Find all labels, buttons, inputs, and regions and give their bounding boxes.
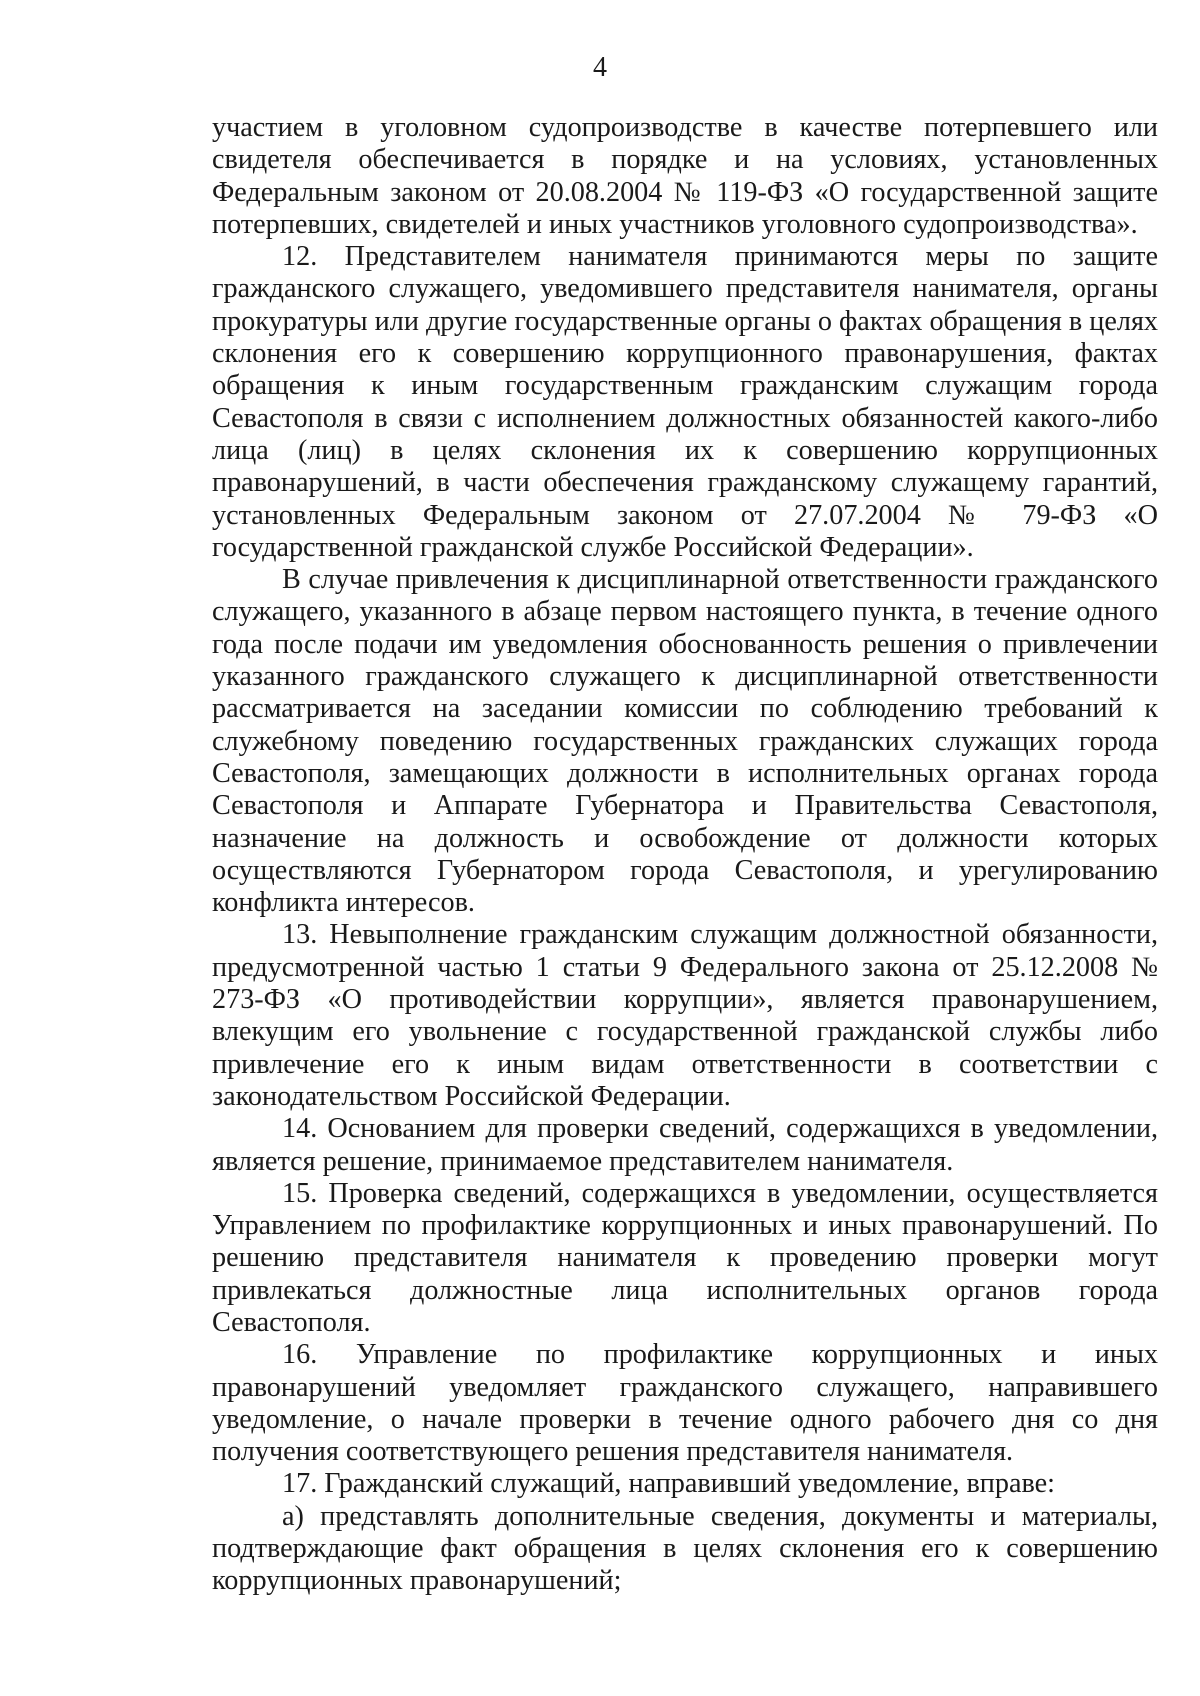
paragraph-12: 12. Представителем нанимателя принимаются меры по защите гражданского служащего, уведомившего представителя нанимателя, органы прокуратуры или другие государственные органы о фактах обращения в целях склонения его к совершению коррупционного правонарушения, фактах обращения к иным государственным гражданским служащим города Севастополя в связи с исполнением должностных обязанностей какого-либо лица (лиц) в целях склонения их к совершению коррупционных правонарушений, в части обеспечения гражданскому служащему гарантий, установленных Федеральным законом от 27.07.2004 № 79-ФЗ «О государственной гражданской службе Российской Федерации». [212,241,1158,563]
paragraph-protection-continued: участием в уголовном судопроизводстве в качестве потерпевшего или свидетеля обеспечивается в порядке и на условиях, установленных Федеральным законом от 20.08.2004 № 119-ФЗ «О государственной защите потерпевших, свидетелей и иных участников уголовного судопроизводства». [212,112,1158,240]
paragraph-17: 17. Гражданский служащий, направивший уведомление, вправе: [282,1468,1055,1500]
document-body [212,112,1158,1598]
paragraph-14: 14. Основанием для проверки сведений, содержащихся в уведомлении, является решение, принимаемое представителем нанимателя. [212,1113,1158,1177]
paragraph-13: 13. Невыполнение гражданским служащим должностной обязанности, предусмотренной частью 1 статьи 9 Федерального закона от 25.12.2008 № 273-ФЗ «О противодействии коррупции», является правонарушением, влекущим его увольнение с государственной гражданской службы либо привлечение его к иным видам ответственности в соответствии с законодательством Российской Федерации. [212,919,1158,1112]
paragraph-17a: а) представлять дополнительные сведения, документы и материалы, подтверждающие факт обращения в целях склонения его к совершению коррупционных правонарушений; [212,1500,1158,1597]
paragraph-12-discipline: В случае привлечения к дисциплинарной ответственности гражданского служащего, указанного в абзаце первом настоящего пункта, в течение одного года после подачи им уведомления обоснованность решения о привлечении указанного гражданского служащего к дисциплинарной ответственности рассматривается на заседании комиссии по соблюдению требований к служебному поведению государственных гражданских служащих города Севастополя, замещающих должности в исполнительных органах города Севастополя и Аппарате Губернатора и Правительства Севастополя, назначение на должность и освобождение от должности которых осуществляются Губернатором города Севастополя, и урегулированию конфликта интересов. [212,564,1158,919]
page-number: 4 [593,52,607,83]
paragraph-16: 16. Управление по профилактике коррупционных и иных правонарушений уведомляет гражданского служащего, направившего уведомление, о начале проверки в течение одного рабочего дня со дня получения соответствующего решения представителя нанимателя. [212,1339,1158,1468]
paragraph-15: 15. Проверка сведений, содержащихся в уведомлении, осуществляется Управлением по профилактике коррупционных и иных правонарушений. По решению представителя нанимателя к проведению проверки могут привлекаться должностные лица исполнительных органов города Севастополя. [212,1177,1158,1338]
